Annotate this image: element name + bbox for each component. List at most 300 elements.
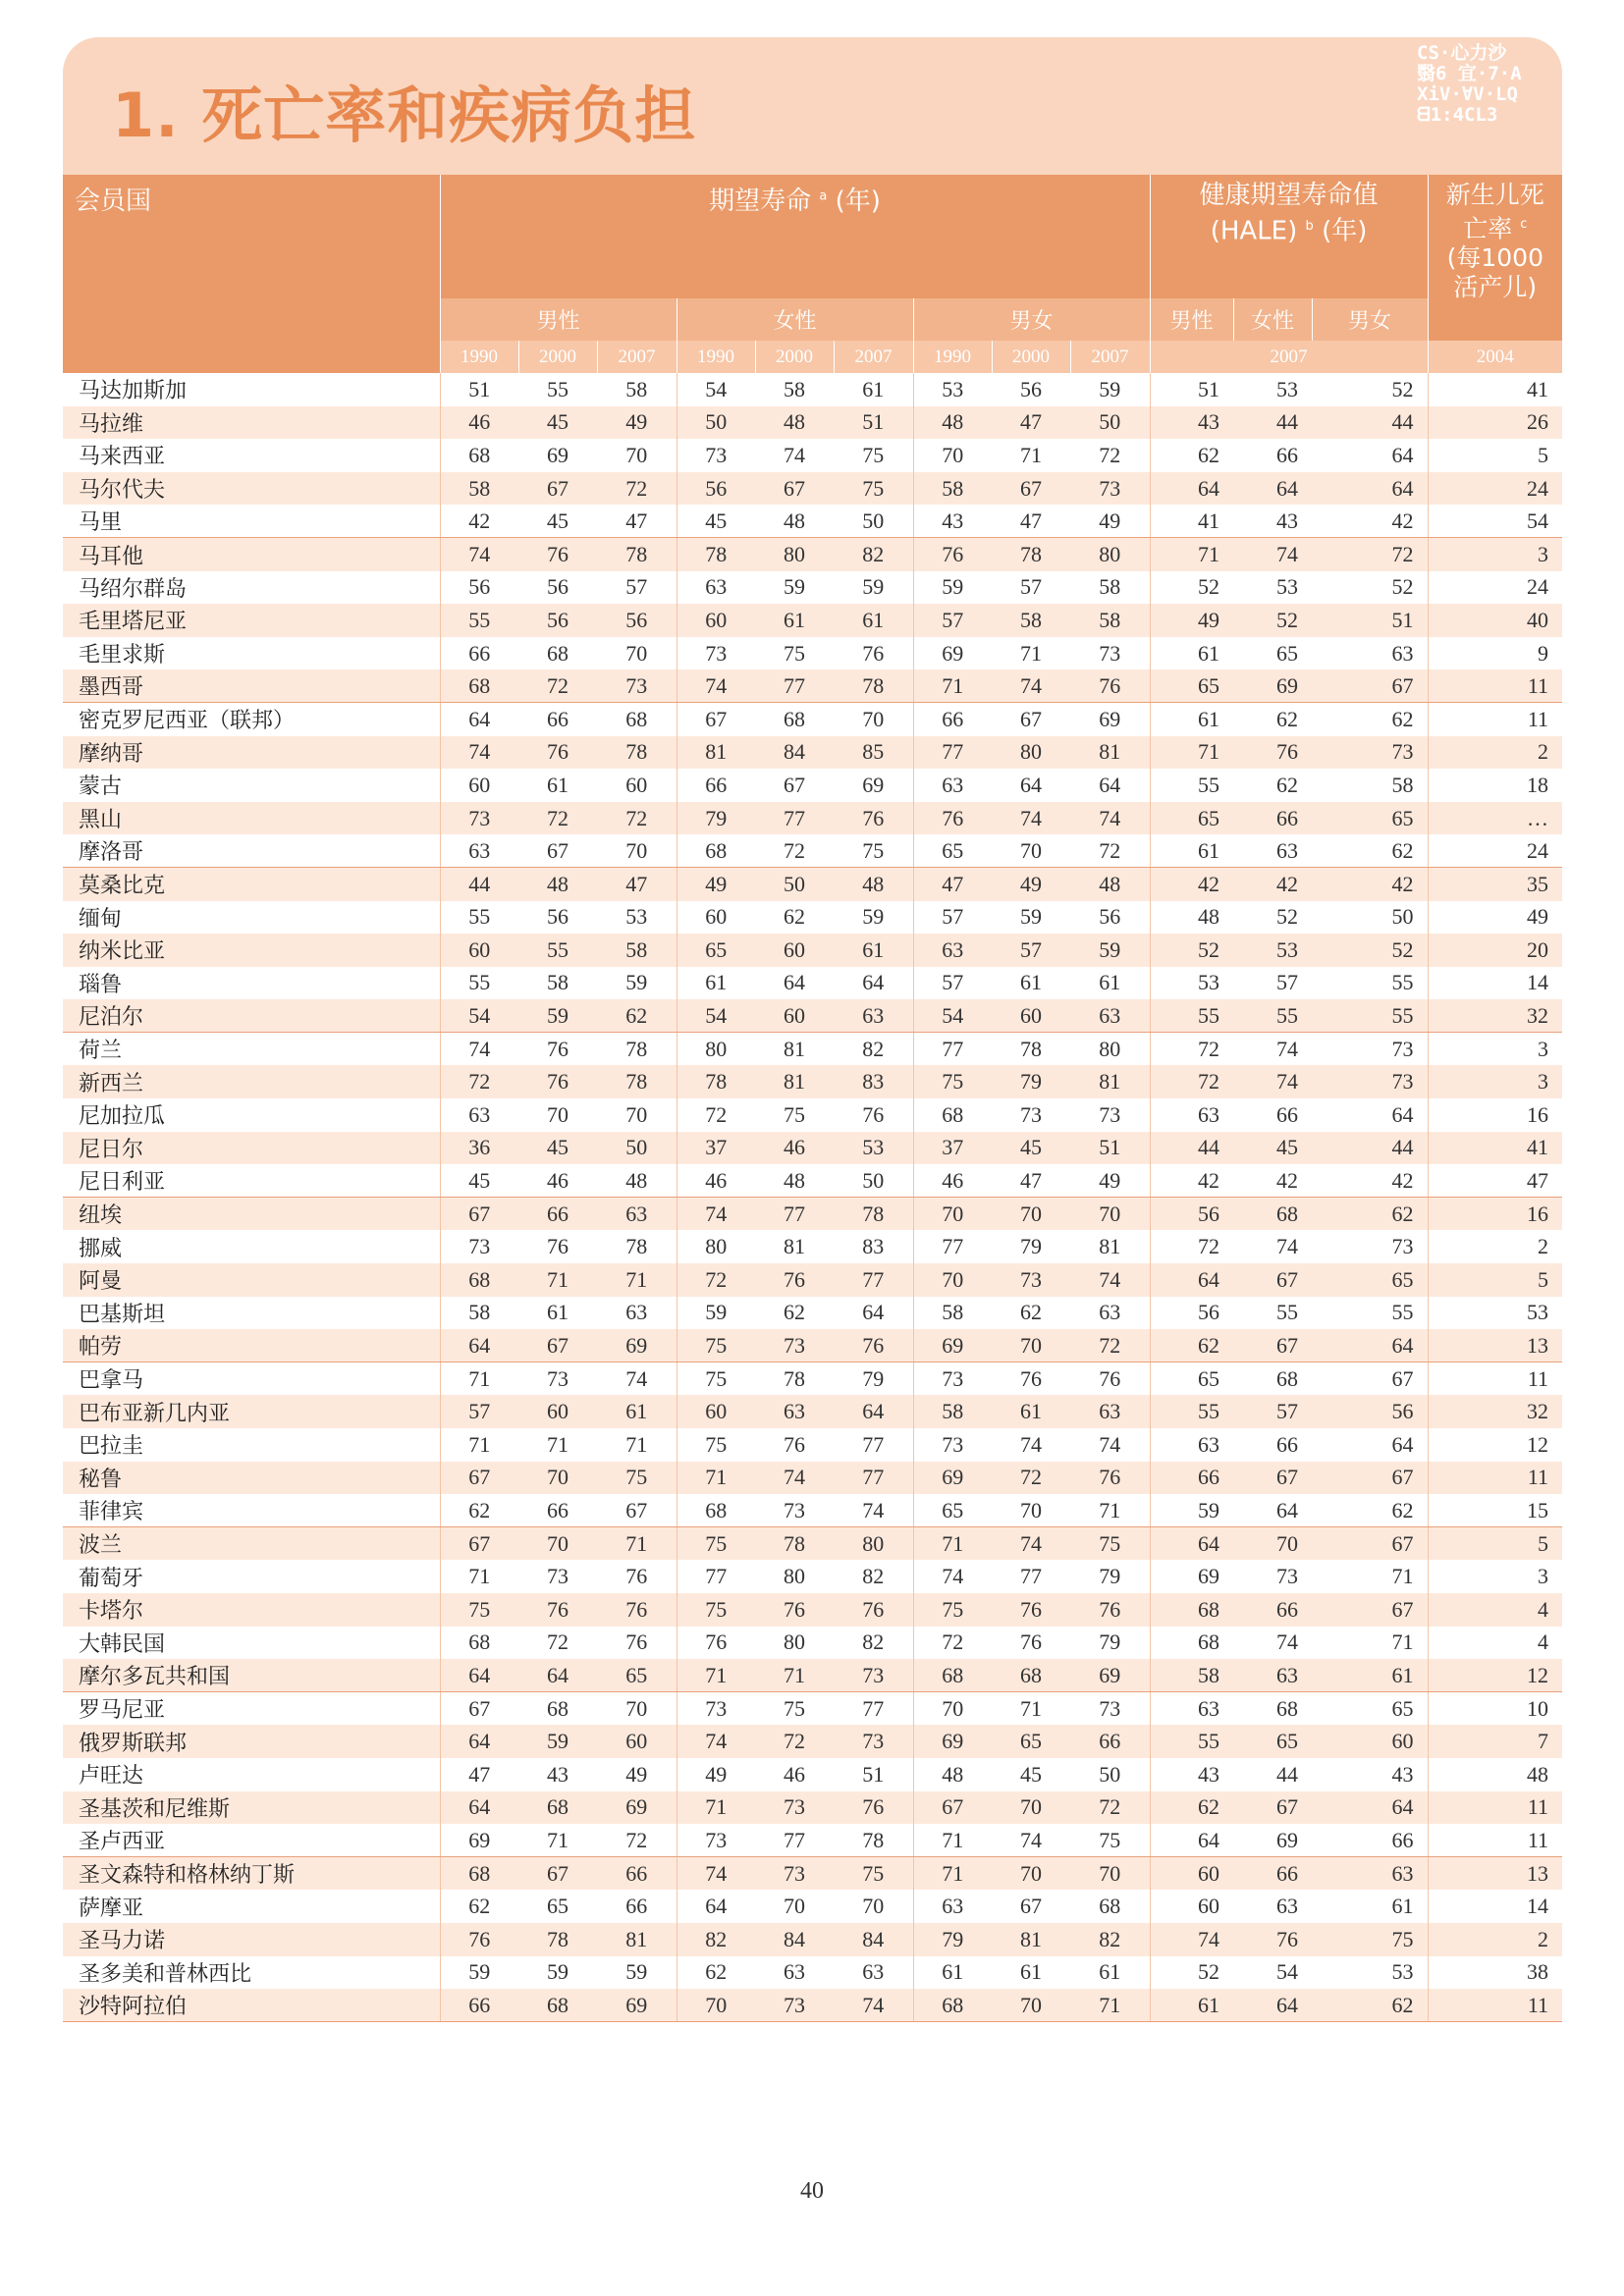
value-cell: 46 (913, 1164, 992, 1198)
value-cell: 67 (677, 703, 755, 736)
table-row (63, 1098, 1562, 1132)
value-cell: 82 (834, 538, 913, 571)
value-cell: 53 (913, 373, 992, 406)
country-name: 挪威 (79, 1236, 123, 1261)
value-cell: 70 (597, 834, 677, 868)
value-cell: 5 (1428, 439, 1562, 472)
value-cell: 66 (625, 1894, 648, 1919)
country-name: 圣多美和普林西比 (79, 1961, 252, 1987)
value-cell: 70 (1070, 1198, 1150, 1231)
year-header: 1990 (440, 341, 518, 373)
value-cell: 37 (677, 1132, 755, 1165)
value-cell: 47 (597, 868, 677, 901)
value-cell: 78 (677, 1065, 755, 1098)
value-cell: 77 (755, 1198, 834, 1231)
value-cell: 54 (677, 373, 755, 406)
decoration-line: XiV·∀V·LQ (1417, 83, 1518, 105)
value-cell: 61 (597, 1395, 677, 1428)
value-cell: 76 (755, 1263, 834, 1297)
table-row (63, 1593, 1562, 1627)
year-header: 2000 (518, 341, 597, 373)
value-cell: 75 (862, 442, 885, 467)
value-cell: 72 (1150, 1033, 1233, 1066)
value-cell: 59 (913, 571, 992, 605)
table-row (63, 1263, 1562, 1297)
value-cell: 59 (1020, 904, 1042, 930)
value-cell: 70 (518, 1462, 597, 1495)
value-cell: 32 (1428, 1395, 1562, 1428)
value-cell: 61 (1020, 1959, 1042, 1985)
value-cell: 60 (518, 1395, 597, 1428)
value-cell: 59 (862, 574, 885, 600)
value-cell: 66 (518, 1494, 597, 1527)
value-cell: 75 (1312, 1923, 1428, 1956)
country-name: 密克罗尼西亚（联邦） (79, 709, 296, 734)
hale-both-header: 男女 (1312, 298, 1428, 341)
value-cell: 51 (862, 1761, 885, 1787)
country-name: 帕劳 (63, 1329, 440, 1362)
value-cell: 66 (1150, 1462, 1233, 1495)
table-row (63, 1824, 1562, 1857)
value-cell: 81 (755, 1065, 834, 1098)
value-cell: 64 (1312, 472, 1428, 506)
value-cell: 70 (992, 1329, 1070, 1362)
value-cell: 62 (1150, 439, 1233, 472)
value-cell: 65 (913, 834, 992, 868)
value-cell: 56 (597, 604, 677, 637)
value-cell: 66 (547, 706, 568, 731)
value-cell: 73 (1099, 640, 1121, 666)
table-row (63, 505, 1562, 538)
value-cell: 65 (677, 934, 755, 967)
value-cell: 73 (992, 1263, 1070, 1297)
value-cell: 81 (784, 1036, 805, 1061)
value-cell: 55 (1276, 1300, 1299, 1325)
value-cell: 63 (913, 1890, 992, 1923)
value-cell: 12 (1428, 1659, 1562, 1692)
value-cell: 70 (1070, 1857, 1150, 1891)
value-cell: 76 (1070, 1462, 1150, 1495)
value-cell: 55 (1150, 999, 1233, 1033)
value-cell: 79 (677, 802, 755, 835)
value-cell: 26 (1428, 406, 1562, 440)
value-cell: 74 (1099, 1431, 1121, 1457)
value-cell: 58 (784, 376, 805, 401)
value-cell: 59 (625, 970, 648, 995)
value-cell: 76 (518, 736, 597, 770)
value-cell: 71 (1391, 1629, 1414, 1655)
value-cell: 67 (1312, 1593, 1428, 1627)
value-cell: 80 (677, 1033, 755, 1066)
value-cell: 56 (1150, 1198, 1233, 1231)
country-name: 蒙古 (79, 774, 123, 800)
value-cell: 49 (1428, 901, 1562, 934)
value-cell: 65 (1391, 1695, 1414, 1721)
value-cell: 71 (547, 1431, 568, 1457)
value-cell: 54 (1276, 1959, 1299, 1985)
value-cell: 74 (1070, 802, 1150, 835)
value-cell: 48 (518, 868, 597, 901)
value-cell: 58 (913, 1395, 992, 1428)
value-cell: 63 (862, 1959, 885, 1985)
value-cell: 73 (755, 1989, 834, 2022)
value-cell: 80 (992, 736, 1070, 770)
value-cell: 53 (1276, 574, 1299, 600)
value-cell: 80 (784, 1564, 805, 1589)
value-cell: 69 (597, 1791, 677, 1825)
value-cell: 68 (1099, 1894, 1121, 1919)
value-cell: 73 (1020, 1101, 1042, 1127)
value-cell: 69 (1233, 669, 1312, 703)
value-cell: 49 (677, 868, 755, 901)
country-name: 黑山 (63, 802, 440, 835)
value-cell: 57 (625, 574, 648, 600)
value-cell: 57 (913, 901, 992, 934)
value-cell: 12 (1428, 1428, 1562, 1462)
table-row (63, 1297, 1562, 1330)
value-cell: 68 (625, 706, 648, 731)
member-state-label: 会员国 (75, 187, 152, 216)
value-cell: 68 (547, 640, 568, 666)
value-cell: 71 (1070, 1989, 1150, 2022)
value-cell: 80 (784, 1629, 805, 1655)
value-cell: 77 (755, 1824, 834, 1857)
value-cell: 67 (913, 1791, 992, 1825)
value-cell: 59 (784, 574, 805, 600)
value-cell: 70 (992, 1791, 1070, 1825)
value-cell: 70 (862, 1894, 885, 1919)
value-cell: 50 (597, 1132, 677, 1165)
value-cell: 63 (1233, 834, 1312, 868)
value-cell: 71 (677, 1659, 755, 1692)
country-name: 摩纳哥 (63, 736, 440, 770)
country-name: 纳米比亚 (63, 934, 440, 967)
value-cell: 67 (1312, 1527, 1428, 1561)
value-cell: 60 (677, 1395, 755, 1428)
value-cell: 78 (625, 1234, 648, 1259)
value-cell: 50 (755, 868, 834, 901)
value-cell: 15 (1428, 1494, 1562, 1527)
table-row (63, 1923, 1562, 1956)
value-cell: 58 (992, 604, 1070, 637)
value-cell: 75 (677, 1593, 755, 1627)
value-cell: 76 (625, 1564, 648, 1589)
value-cell: 71 (1020, 442, 1042, 467)
value-cell: 59 (625, 1959, 648, 1985)
neonatal-label-line2: 亡率 (1463, 214, 1513, 243)
value-cell: 80 (1099, 1036, 1121, 1061)
value-cell: 66 (1276, 1431, 1299, 1457)
value-cell: 49 (992, 868, 1070, 901)
value-cell: 85 (834, 736, 913, 770)
value-cell: 64 (862, 970, 885, 995)
value-cell: 71 (1020, 1695, 1042, 1721)
value-cell: 63 (597, 1198, 677, 1231)
value-cell: 75 (1070, 1824, 1150, 1857)
value-cell: 50 (1099, 1761, 1121, 1787)
value-cell: 76 (677, 1627, 755, 1660)
value-cell: 71 (913, 669, 992, 703)
value-cell: 76 (834, 1329, 913, 1362)
page-title: 1. 死亡率和疾病负担 (112, 80, 697, 151)
value-cell: 75 (784, 1101, 805, 1127)
table-row (63, 1395, 1562, 1428)
value-cell: 80 (834, 1527, 913, 1561)
value-cell: 55 (1150, 769, 1233, 802)
le-male-header: 男性 (440, 298, 677, 341)
decoration-line: ᗺ1:4CL3 (1417, 104, 1498, 126)
value-cell: 65 (1150, 802, 1233, 835)
value-cell: 65 (1233, 1725, 1312, 1758)
value-cell: 72 (1099, 442, 1121, 467)
country-name: 圣卢西亚 (63, 1824, 440, 1857)
value-cell: 49 (625, 1761, 648, 1787)
member-state-header (63, 175, 440, 373)
value-cell: 10 (1428, 1692, 1562, 1726)
value-cell: 55 (440, 901, 518, 934)
value-cell: 63 (1150, 1428, 1233, 1462)
value-cell: 50 (834, 1164, 913, 1198)
value-cell: 81 (1070, 1065, 1150, 1098)
neonatal-year-header: 2004 (1428, 341, 1562, 373)
value-cell: 66 (1070, 1725, 1150, 1758)
value-cell: 62 (1276, 772, 1299, 797)
hale-header (1150, 175, 1428, 298)
value-cell: 73 (677, 1824, 755, 1857)
value-cell: 61 (1391, 1894, 1414, 1919)
value-cell: 3 (1428, 1033, 1562, 1066)
value-cell: 76 (547, 1036, 568, 1061)
value-cell: 64 (1233, 1989, 1312, 2022)
value-cell: 60 (755, 934, 834, 967)
value-cell: 71 (913, 1824, 992, 1857)
value-cell: 45 (1233, 1132, 1312, 1165)
value-cell: 63 (677, 571, 755, 605)
value-cell: 74 (677, 669, 755, 703)
value-cell: 51 (1312, 604, 1428, 637)
value-cell: 4 (1428, 1593, 1562, 1627)
value-cell: 58 (1099, 574, 1121, 600)
value-cell: 76 (862, 1101, 885, 1127)
value-cell: 68 (1233, 1198, 1312, 1231)
value-cell: 38 (1428, 1956, 1562, 1990)
value-cell: 73 (1070, 472, 1150, 506)
value-cell: 64 (440, 1791, 518, 1825)
hale-male-header: 男性 (1150, 298, 1233, 341)
value-cell: 55 (518, 934, 597, 967)
value-cell: 70 (913, 1263, 992, 1297)
value-cell: 73 (440, 802, 518, 835)
value-cell: 72 (755, 1725, 834, 1758)
value-cell: 76 (1099, 1365, 1121, 1391)
value-cell: 60 (677, 604, 755, 637)
value-cell: 78 (834, 669, 913, 703)
value-cell: 53 (1428, 1297, 1562, 1330)
country-name: 马绍尔群岛 (79, 576, 188, 602)
country-name: 尼日尔 (63, 1132, 440, 1165)
value-cell: 67 (1020, 1894, 1042, 1919)
value-cell: 74 (1276, 1234, 1299, 1259)
value-cell: 73 (677, 637, 755, 670)
value-cell: 47 (440, 1758, 518, 1791)
value-cell: 76 (1020, 1365, 1042, 1391)
value-cell: 61 (1099, 970, 1121, 995)
value-cell: 66 (597, 1857, 677, 1891)
table-row (63, 1725, 1562, 1758)
year-header: 1990 (677, 341, 755, 373)
table-row (63, 1065, 1562, 1098)
value-cell: 81 (1099, 1234, 1121, 1259)
value-cell: 49 (1070, 1164, 1150, 1198)
value-cell: 43 (1150, 1758, 1233, 1791)
value-cell: 51 (834, 406, 913, 440)
decoration-line: 翳6 宜·7·A (1417, 63, 1522, 84)
value-cell: 64 (1391, 442, 1414, 467)
life-expectancy-unit: (年) (835, 187, 881, 216)
value-cell: 82 (862, 1564, 885, 1589)
value-cell: 74 (784, 442, 805, 467)
table-row (63, 571, 1562, 605)
value-cell: 61 (1020, 970, 1042, 995)
year-header: 1990 (913, 341, 992, 373)
value-cell: 64 (1312, 1329, 1428, 1362)
value-cell: 41 (1428, 373, 1562, 406)
value-cell: 71 (440, 1362, 518, 1396)
value-cell: 67 (1391, 1365, 1414, 1391)
value-cell: 68 (992, 1659, 1070, 1692)
table-row (63, 834, 1562, 868)
neonatal-mortality-header (1428, 175, 1562, 341)
table-row (63, 1362, 1562, 1396)
value-cell: 77 (913, 736, 992, 770)
value-cell: 61 (862, 376, 885, 401)
value-cell: 61 (834, 934, 913, 967)
value-cell: 77 (913, 1230, 992, 1263)
hale-year-header: 2007 (1150, 341, 1428, 373)
value-cell: 63 (1070, 999, 1150, 1033)
value-cell: 63 (1276, 1894, 1299, 1919)
value-cell: 73 (913, 1362, 992, 1396)
value-cell: 73 (755, 1791, 834, 1825)
value-cell: 13 (1428, 1329, 1562, 1362)
footnote-c: c (1520, 217, 1528, 232)
value-cell: 70 (518, 1527, 597, 1561)
table-body (63, 373, 1562, 2022)
value-cell: 81 (597, 1923, 677, 1956)
value-cell: 55 (547, 376, 568, 401)
value-cell: 61 (547, 1300, 568, 1325)
value-cell: 74 (1233, 538, 1312, 571)
value-cell: 74 (677, 1857, 755, 1891)
value-cell: 74 (992, 669, 1070, 703)
value-cell: 45 (992, 1132, 1070, 1165)
value-cell: 70 (992, 1989, 1070, 2022)
value-cell: 77 (834, 1263, 913, 1297)
value-cell: 48 (597, 1164, 677, 1198)
value-cell: 67 (518, 834, 597, 868)
table-row (63, 1462, 1562, 1495)
value-cell: 52 (1233, 604, 1312, 637)
value-cell: 73 (440, 1230, 518, 1263)
value-cell: 73 (1312, 1065, 1428, 1098)
value-cell: 71 (1391, 1564, 1414, 1589)
value-cell: 76 (547, 1234, 568, 1259)
value-cell: 73 (755, 1857, 834, 1891)
value-cell: 73 (1391, 1234, 1414, 1259)
value-cell: 78 (1020, 1036, 1042, 1061)
table-row (63, 1560, 1562, 1593)
country-name: 葡萄牙 (79, 1566, 144, 1591)
value-cell: 68 (440, 1627, 518, 1660)
value-cell: 82 (862, 1036, 885, 1061)
value-cell: 79 (1099, 1629, 1121, 1655)
value-cell: 51 (1150, 373, 1233, 406)
country-name: 巴拿马 (79, 1368, 144, 1394)
value-cell: 4 (1428, 1627, 1562, 1660)
value-cell: 47 (597, 505, 677, 538)
value-cell: 70 (992, 1494, 1070, 1527)
value-cell: 70 (913, 439, 992, 472)
value-cell: 42 (1312, 868, 1428, 901)
value-cell: 66 (1276, 442, 1299, 467)
value-cell: 68 (1276, 1365, 1299, 1391)
value-cell: 75 (834, 834, 913, 868)
value-cell: 67 (1020, 706, 1042, 731)
value-cell: 72 (1150, 1065, 1233, 1098)
value-cell: 67 (784, 772, 805, 797)
table-row (63, 669, 1562, 703)
value-cell: 74 (1276, 1629, 1299, 1655)
table-row (63, 802, 1562, 835)
value-cell: 68 (784, 706, 805, 731)
value-cell: 65 (1312, 802, 1428, 835)
value-cell: 60 (1150, 1857, 1233, 1891)
value-cell: 66 (518, 1198, 597, 1231)
value-cell: 72 (1070, 1329, 1150, 1362)
value-cell: 78 (518, 1923, 597, 1956)
value-cell: 81 (784, 1234, 805, 1259)
value-cell: 62 (677, 1956, 755, 1990)
value-cell: 61 (677, 967, 755, 1000)
value-cell: 72 (1070, 1791, 1150, 1825)
value-cell: 70 (913, 1692, 992, 1726)
table-row (63, 1329, 1562, 1362)
life-expectancy-header (440, 175, 1150, 298)
value-cell: 59 (518, 999, 597, 1033)
value-cell: 56 (547, 904, 568, 930)
value-cell: 62 (1312, 1989, 1428, 2022)
value-cell: 80 (1070, 538, 1150, 571)
value-cell: 43 (547, 1761, 568, 1787)
neonatal-label-line1: 新生儿死 (1445, 181, 1544, 209)
country-name: 秘鲁 (63, 1462, 440, 1495)
value-cell: 48 (755, 505, 834, 538)
value-cell: 56 (440, 571, 518, 605)
value-cell: 80 (755, 538, 834, 571)
value-cell: 48 (1150, 901, 1233, 934)
value-cell: 64 (1312, 1791, 1428, 1825)
value-cell: 74 (677, 1725, 755, 1758)
value-cell: 66 (1233, 1593, 1312, 1627)
value-cell: 11 (1428, 1462, 1562, 1495)
value-cell: 67 (597, 1494, 677, 1527)
value-cell: 75 (834, 1857, 913, 1891)
value-cell: 62 (784, 904, 805, 930)
value-cell: 76 (1233, 1923, 1312, 1956)
value-cell: 61 (1150, 703, 1233, 736)
value-cell: 76 (834, 802, 913, 835)
value-cell: 70 (992, 834, 1070, 868)
